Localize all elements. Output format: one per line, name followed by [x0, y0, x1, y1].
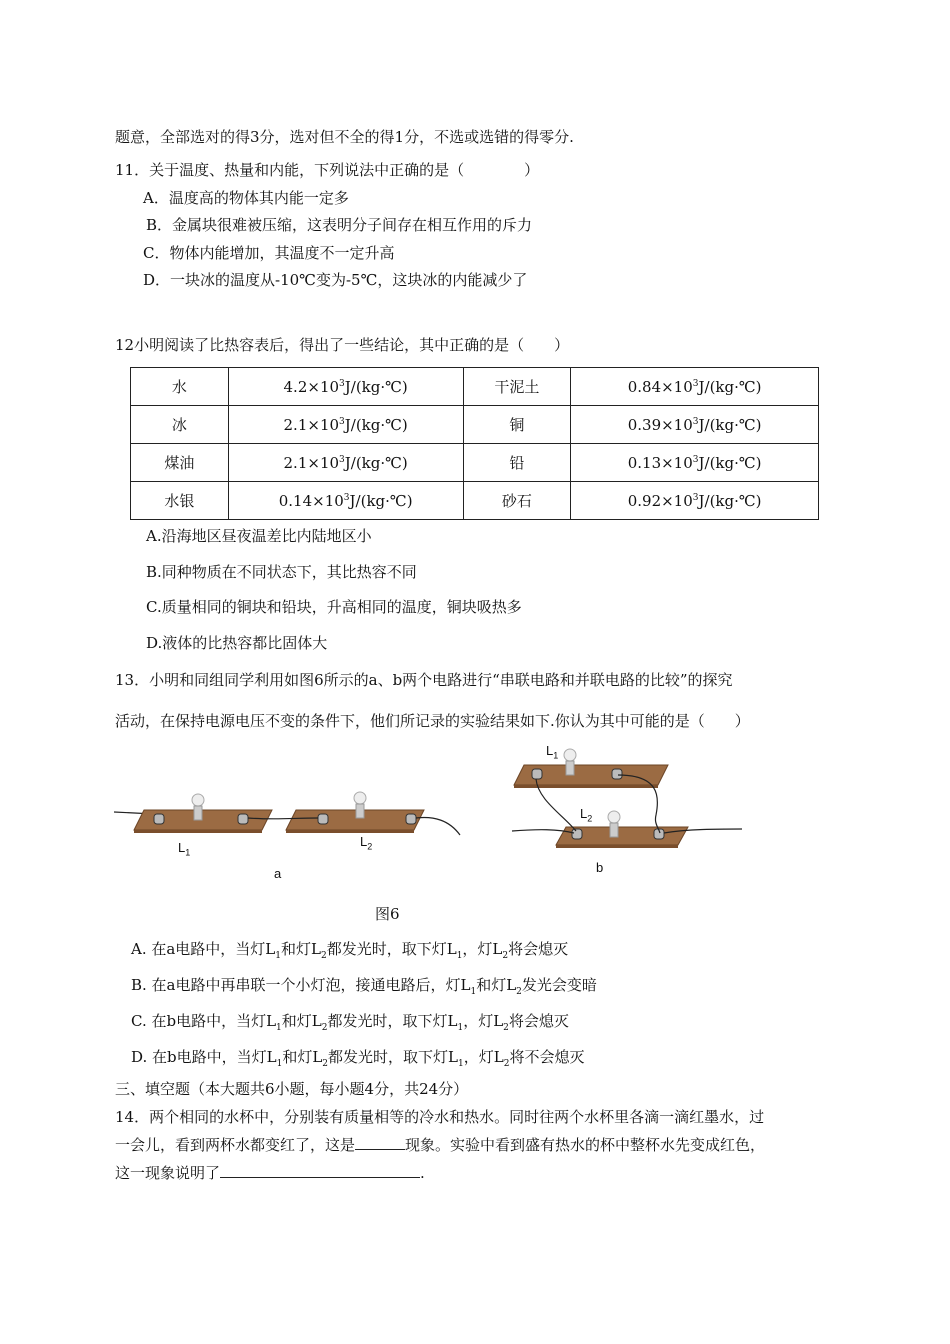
figure-caption: 图6 — [375, 905, 400, 923]
q12-option-a: A.沿海地区昼夜温差比内陆地区小 — [146, 527, 372, 545]
q14-line1: 14．两个相同的水杯中，分别装有质量相等的冷水和热水。同时往两个水杯里各滴一滴红墨水，过 — [115, 1108, 765, 1126]
intro-line: 题意，全部选对的得3分，选对但不全的得1分，不选或选错的得零分. — [115, 128, 574, 146]
material-cell: 砂石 — [463, 482, 571, 520]
figure-label-b: b — [596, 860, 604, 875]
q14-blank-1[interactable] — [355, 1135, 405, 1150]
q12-option-b: B.同种物质在不同状态下，其比热容不同 — [146, 563, 417, 581]
figure-label-a: a — [274, 866, 282, 881]
material-cell: 水银 — [131, 482, 229, 520]
q14-line3: 这一现象说明了 . — [115, 1164, 425, 1182]
value-cell: $0.14\times 10^3J/(kg\cdot℃)$ — [228, 482, 463, 520]
q11-option-d: D．一块冰的温度从-10℃变为-5℃，这块冰的内能减少了 — [143, 271, 528, 289]
lamp-label-l1-b: $L_1$ — [546, 743, 559, 761]
value-cell: $2.1\times 10^3J/(kg\cdot℃)$ — [228, 406, 463, 444]
q13-option-b: B. 在a电路中再串联一个小灯泡，接通电路后，灯$L_1$和灯$L_2$发光会变暗 — [131, 976, 597, 997]
q11-stem: 11．关于温度、热量和内能，下列说法中正确的是（ ） — [115, 161, 540, 179]
q13-option-a: A. 在a电路中，当灯$L_1$和灯$L_2$都发光时，取下灯$L_1$，灯$L_2$将会熄灭 — [131, 940, 569, 961]
material-cell: 水 — [131, 368, 229, 406]
value-cell: $0.84\times 10^3J/(kg\cdot℃)$ — [571, 368, 819, 406]
q11-option-b: B．金属块很难被压缩，这表明分子间存在相互作用的斥力 — [146, 216, 533, 234]
circuit-a-figure — [114, 790, 474, 870]
value-cell: $0.13\times 10^3J/(kg\cdot℃)$ — [571, 444, 819, 482]
material-cell: 铅 — [463, 444, 571, 482]
value-cell: $4.2\times 10^3J/(kg\cdot℃)$ — [228, 368, 463, 406]
circuit-b-figure — [508, 745, 748, 855]
value-cell: $2.1\times 10^3J/(kg\cdot℃)$ — [228, 444, 463, 482]
q11-option-a: A．温度高的物体其内能一定多 — [143, 189, 349, 207]
q14-line2: 一会儿，看到两杯水都变红了，这是 现象。实验中看到盛有热水的杯中整杯水先变成红色， — [115, 1136, 766, 1154]
material-cell: 冰 — [131, 406, 229, 444]
section-three-heading: 三、填空题（本大题共6小题，每小题4分，共24分） — [115, 1080, 469, 1098]
q13-stem-line2: 活动，在保持电源电压不变的条件下，他们所记录的实验结果如下.你认为其中可能的是（ ） — [115, 712, 750, 730]
lamp-label-l2-a: $L_2$ — [360, 834, 373, 852]
material-cell: 煤油 — [131, 444, 229, 482]
value-cell: $0.39\times 10^3J/(kg\cdot℃)$ — [571, 406, 819, 444]
table-row — [131, 368, 819, 406]
q12-stem: 12小明阅读了比热容表后，得出了一些结论，其中正确的是（ ） — [115, 336, 570, 354]
table-row — [131, 482, 819, 520]
lamp-label-l1-a: $L_1$ — [178, 840, 191, 858]
q11-option-c: C．物体内能增加，其温度不一定升高 — [143, 244, 395, 262]
q12-option-d: D.液体的比热容都比固体大 — [146, 634, 328, 652]
table-row — [131, 444, 819, 482]
material-cell: 干泥土 — [463, 368, 571, 406]
table-row — [131, 406, 819, 444]
specific-heat-table — [130, 367, 819, 520]
q13-option-c: C. 在b电路中，当灯$L_1$和灯$L_2$都发光时，取下灯$L_1$，灯$L_2$将会熄灭 — [131, 1012, 569, 1033]
q14-blank-2[interactable] — [220, 1163, 420, 1178]
value-cell: $0.92\times 10^3J/(kg\cdot℃)$ — [571, 482, 819, 520]
q13-stem-line1: 13．小明和同组同学利用如图6所示的a、b两个电路进行“串联电路和并联电路的比较”的探究 — [115, 671, 733, 689]
material-cell: 铜 — [463, 406, 571, 444]
q13-option-d: D. 在b电路中，当灯$L_1$和灯$L_2$都发光时，取下灯$L_1$，灯$L_2$将不会熄灭 — [131, 1048, 585, 1069]
lamp-label-l2-b: $L_2$ — [580, 806, 593, 824]
q12-option-c: C.质量相同的铜块和铅块，升高相同的温度，铜块吸热多 — [146, 598, 522, 616]
